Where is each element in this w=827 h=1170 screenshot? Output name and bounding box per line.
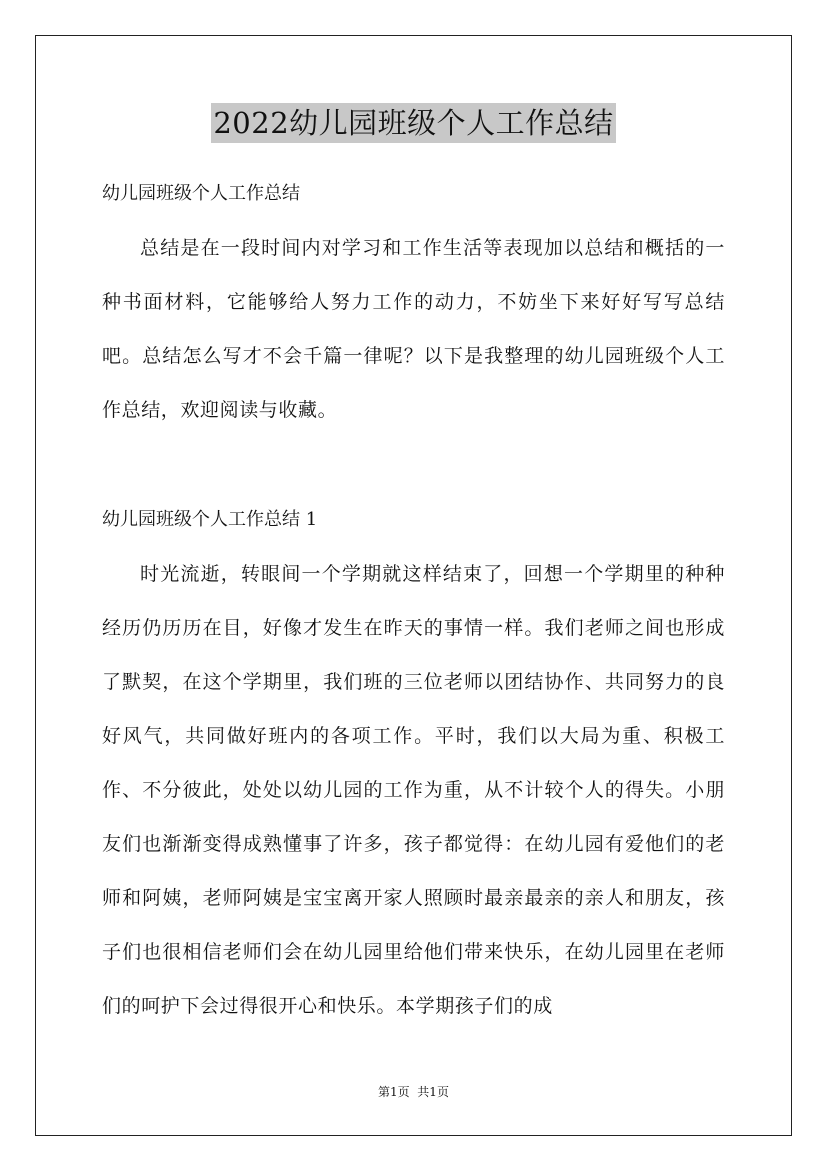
page-footer [0, 1084, 827, 1100]
page-number: 第1页 共1页 [378, 1085, 449, 1099]
section-heading-intro: 幼儿园班级个人工作总结 [102, 183, 300, 204]
title-container [0, 103, 827, 143]
document-title: 2022幼儿园班级个人工作总结 [211, 103, 615, 143]
body-paragraph: 时光流逝，转眼间一个学期就这样结束了，回想一个学期里的种种经历仍历历在目，好像才发生在昨天的事情一样。我们老师之间也形成了默契，在这个学期里，我们班的三位老师以团结协作、共同努力的良好风气，共同做好班内的各项工作。平时，我们以大局为重、积极工作、不分彼此，处处以幼儿园的工作为重，从不计较个人的得失。小朋友们也渐渐变得成熟懂事了许多，孩子都觉得：在幼儿园有爱他们的老师和阿姨，老师阿姨是宝宝离开家人照顾时最亲最亲的亲人和朋友，孩子们也很相信老师们会在幼儿园里给他们带来快乐，在幼儿园里在老师们的呵护下会过得很开心和快乐。本学期孩子们的成 [102, 563, 725, 1017]
intro-paragraph: 总结是在一段时间内对学习和工作生活等表现加以总结和概括的一种书面材料，它能够给人努力工作的动力，不妨坐下来好好写写总结吧。总结怎么写才不会千篇一律呢？以下是我整理的幼儿园班级个人工作总结，欢迎阅读与收藏。 [102, 237, 725, 421]
section-heading-1: 幼儿园班级个人工作总结 1 [102, 509, 318, 530]
